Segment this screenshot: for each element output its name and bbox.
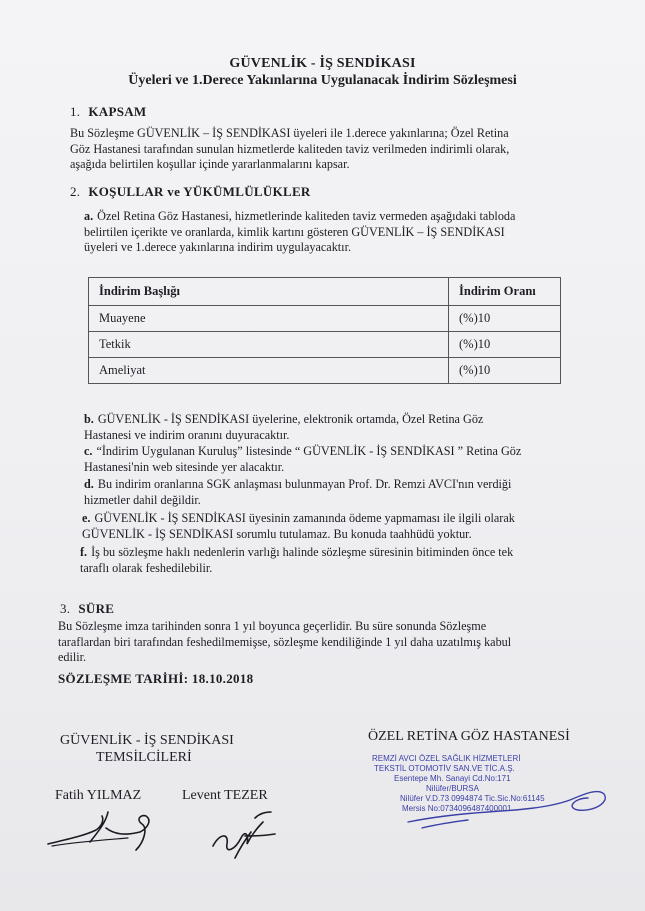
item-e-line: GÜVENLİK - İŞ SENDİKASI üyesinin zamanında ödeme yapmaması ile ilgili olarak [94,511,515,525]
table-header-row [89,278,561,306]
table-cell: (%)10 [449,306,561,332]
union-org-name: GÜVENLİK - İŞ SENDİKASI [60,733,234,748]
item-f [80,545,580,576]
item-a-line: Özel Retina Göz Hastanesi, hizmetlerinde kaliteden taviz vermeden aşağıdaki tabloda [97,209,516,223]
item-d-line: Bu indirim oranlarına SGK anlaşması bulunmayan Prof. Dr. Remzi AVCI'nın verdiği [97,477,512,491]
signature-levent-tezer [205,806,285,861]
item-e-label: e. [82,511,91,525]
table-row [89,358,561,384]
item-d [84,477,578,508]
section-3-heading [60,601,114,617]
item-f-line: İş bu sözleşme haklı nedenlerin varlığı halinde sözleşme süresinin bitiminden önce tek [91,545,514,559]
table-header-cell: İndirim Başlığı [89,278,449,306]
item-b [84,412,578,443]
section-2-heading [70,184,311,200]
item-b-line: GÜVENLİK - İŞ SENDİKASI üyelerine, elektronik ortamda, Özel Retina Göz [97,412,484,426]
item-f-label: f. [80,545,88,559]
signer-fatih-yilmaz: Fatih YILMAZ [55,788,142,803]
item-a-line: belirtilen içerikte ve oranlarda, kimlik kartını gösteren GÜVENLİK – İŞ SENDİKASI [84,224,505,239]
item-c-line: Hastanesi'nin web sitesinde yer alacaktır. [84,459,285,474]
section-2-number: 2. [70,184,81,199]
stamp-line: TEKSTİL OTOMOTİV SAN.VE TİC.A.Ş. [374,764,515,773]
table-cell: Ameliyat [89,358,449,384]
signature-fatih-yilmaz [44,806,164,856]
table-cell: (%)10 [449,332,561,358]
table-header-cell: İndirim Oranı [449,278,561,306]
item-c [84,444,578,475]
section-1-line: aşağıda belirtilen koşullar içinde yararlanmalarını kapsar. [70,157,350,171]
section-1-line: Göz Hastanesi tarafından sunulan hizmetlerde kaliteden taviz verilmeden indirimli olarak, [70,141,510,156]
table-cell: Tetkik [89,332,449,358]
table-row [89,306,561,332]
item-b-label: b. [84,412,94,426]
item-d-label: d. [84,477,94,491]
contract-date: SÖZLEŞME TARİHİ: 18.10.2018 [58,671,254,686]
document-title: GÜVENLİK - İŞ SENDİKASI [229,56,416,71]
stamp-line: Mersis No:0734096487400001 [402,804,512,813]
signer-levent-tezer: Levent TEZER [182,788,268,803]
union-representatives: TEMSİLCİLERİ [96,750,192,765]
hospital-name: ÖZEL RETİNA GÖZ HASTANESİ [368,729,570,744]
section-3-line: edilir. [58,650,87,664]
item-b-line: Hastanesi ve indirim oranını duyuracaktır. [84,427,290,442]
item-c-label: c. [84,444,93,458]
stamp-line: Nilüfer V.D.73 0994874 Tic.Sic.No:61145 [400,794,545,803]
section-1-title: KAPSAM [88,104,147,119]
item-d-line: hizmetler dahil değildir. [84,492,201,507]
stamp-line: REMZİ AVCI ÖZEL SAĞLIK HİZMETLERİ [372,754,521,763]
section-3-line: taraflardan biri tarafından feshedilmemişse, sözleşme kendiliğinde 1 yıl daha uzatılmış kabul [58,634,512,649]
stamp-line: Nilüfer/BURSA [426,784,479,793]
section-3-body [58,619,586,666]
item-c-line: “İndirim Uygulanan Kuruluş” listesinde “ GÜVENLİK - İŞ SENDİKASI ” Retina Göz [96,444,522,458]
item-a-line: üyeleri ve 1.derece yakınlarına indirim uygulayacaktır. [84,240,351,254]
document-subtitle: Üyeleri ve 1.Derece Yakınlarına Uygulanacak İndirim Sözleşmesi [128,73,517,88]
stamp-line: Esentepe Mh. Sanayi Cd.No:171 [394,774,511,783]
table-row [89,332,561,358]
table-cell: Muayene [89,306,449,332]
section-3-number: 3. [60,601,71,616]
signature-hospital [398,778,618,840]
section-1-line: Bu Sözleşme GÜVENLİK – İŞ SENDİKASI üyeleri ile 1.derece yakınlarına; Özel Retina [70,126,509,140]
section-1-heading [70,104,147,120]
section-1-body [70,126,572,173]
section-1-number: 1. [70,104,81,119]
item-e-line: GÜVENLİK - İŞ SENDİKASI sorumlu tutulamaz. Bu konuda taahhüdü yoktur. [82,526,472,541]
item-e [82,511,578,542]
discount-table [88,277,561,384]
section-2-title: KOŞULLAR ve YÜKÜMLÜLÜKLER [88,184,311,199]
section-3-title: SÜRE [78,601,115,616]
table-cell: (%)10 [449,358,561,384]
item-f-line: taraflı olarak feshedilebilir. [80,560,213,575]
item-a [84,209,574,256]
section-3-line: Bu Sözleşme imza tarihinden sonra 1 yıl boyunca geçerlidir. Bu süre sonunda Sözleşme [58,619,487,633]
item-a-label: a. [84,209,94,223]
